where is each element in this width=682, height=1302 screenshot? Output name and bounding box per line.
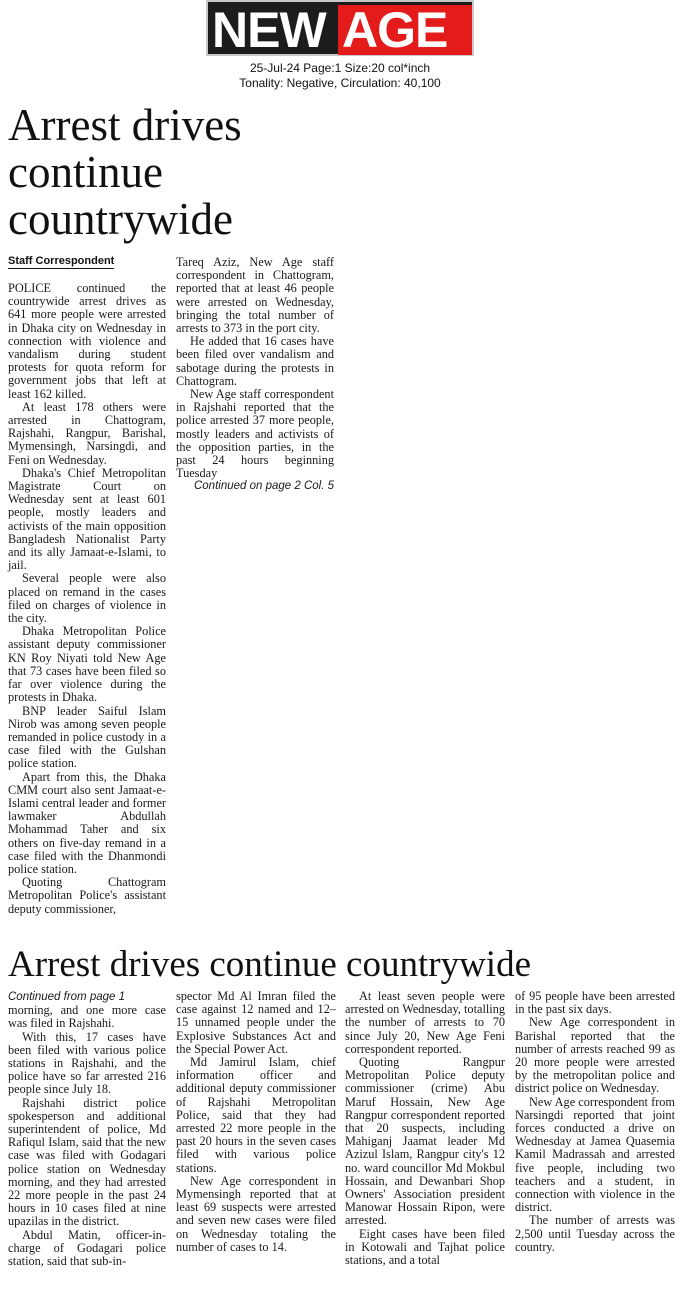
paragraph: morning, and one more case was filed in Rajshahi. — [8, 1003, 166, 1031]
paragraph: Dhaka Metropolitan Police assistant deputy commissioner KN Roy Niyati told New Age that 73 cases have been filed so far over violence during the protests in Dhaka. — [8, 624, 166, 705]
paragraph: Md Jamirul Islam, chief information officer and additional deputy commissioner of Rajshahi Metropolitan Police, said that they had arrested 22 more people in the past 20 hours in the seven cases filed with various police stations. — [176, 1055, 336, 1175]
paragraph: New Age correspondent in Barishal reported that the number of arrests reached 99 as 20 more people were arrested by the metropolitan police and district police on Wednesday. — [515, 1015, 675, 1096]
paragraph: New Age correspondent from Narsingdi reported that joint forces conducted a drive on Wednesday at Jamea Quasemia Kamil Madrassah and arrested five people, including two teachers and a student, in connection with violence in the district. — [515, 1094, 675, 1215]
article-headline: Arrest drives continue countrywide — [8, 100, 242, 244]
byline: Staff Correspondent — [8, 255, 115, 267]
paragraph: Dhaka's Chief Metropolitan Magistrate Court on Wednesday sent at least 601 people, mostly leaders and activists of the main opposition Bangladesh Nationalist Party and its ally Jamaat-e-Islami, to jail. — [8, 465, 166, 573]
paragraph: With this, 17 cases have been filed with various police stations in Rajshahi, and the police have so far arrested 216 people since July 18. — [8, 1029, 166, 1097]
paragraph: Rajshahi district police spokesperson and additional superintendent of police, Md Rafiqul Islam, said that the new case was filed with Godagari police station on Wednesday morning, and they had arrested 22 more people in the past 24 hours in 10 cases filed at nine upazilas in the district. — [8, 1095, 166, 1229]
paragraph: spector Md Al Imran filed the case against 12 named and 12–15 unnamed people under the Explosive Substances Act and the Special Power Act. — [176, 989, 336, 1056]
paragraph: New Age staff correspondent in Rajshahi reported that the police arrested 37 more people, mostly leaders and activists of the opposition parties, in the past 24 hours beginning Tuesday — [176, 387, 334, 481]
continuation-column-4 — [515, 990, 675, 1254]
paragraph: At least 178 others were arrested in Chattogram, Rajshahi, Rangpur, Barishal, Mymensingh, Narsingdi, and Feni on Wednesday. — [8, 399, 166, 467]
continuation-headline: Arrest drives continue countrywide — [8, 944, 531, 985]
article-column-1 — [8, 282, 166, 916]
paragraph: BNP leader Saiful Islam Nirob was among seven people remanded in police custody in a case filed with the Gulshan police station. — [8, 703, 166, 771]
paragraph: Quoting Rangpur Metropolitan Police deputy commissioner (crime) Abu Maruf Hossain, New Age Rangpur correspondent reported that 20 suspects, including Mahiganj Jaamat leader Md Azizul Islam, Rangpur city's 12 no. ward councillor Md Mokbul Hossain, and Dewanbari Shop Owners' Association president Manowar Hossain Ripon, were arrested. — [345, 1055, 505, 1228]
continuation-column-3 — [345, 990, 505, 1267]
tonality-info: Tonality: Negative, Circulation: 40,100 — [239, 76, 441, 90]
paragraph: Abdul Matin, officer-in-charge of Godagari police station, said that sub-in- — [8, 1227, 166, 1269]
continuation-column-2 — [176, 990, 336, 1254]
paragraph: of 95 people have been arrested in the past six days. — [515, 989, 675, 1017]
continuation-column-1 — [8, 990, 166, 1268]
paragraph: New Age correspondent in Mymensingh reported that at least 69 suspects were arrested and seven new cases were filed on Wednesday totaling the number of cases to 14. — [176, 1173, 336, 1254]
logo-text-age: AGE — [338, 5, 472, 55]
paragraph: Eight cases have been filed in Kotowali and Tajhat police stations, and a total — [345, 1226, 505, 1268]
continued-on-label: Continued on page 2 Col. 5 — [193, 480, 334, 493]
paragraph: Apart from this, the Dhaka CMM court also sent Jamaat-e-Islami central leader and former lawmaker Abdullah Mohammad Taher and six others on five-day remand in a case filed with the Dhanmondi police station. — [8, 769, 166, 876]
paragraph: The number of arrests was 2,500 until Tuesday across the country. — [515, 1213, 675, 1254]
paragraph: He added that 16 cases have been filed over vandalism and sabotage during the protests in Chattogram. — [176, 334, 334, 388]
clip-info: 25-Jul-24 Page:1 Size:20 col*inch — [249, 61, 431, 75]
paragraph: At least seven people were arrested on Wednesday, totalling the number of arrests to 70 since July 20, New Age Feni correspondent reported. — [345, 989, 505, 1056]
paragraph: POLICE continued the countrywide arrest drives as 641 more people were arrested in Dhaka city on Wednesday in connection with violence and vandalism during student protests for quota reform for government jobs that left at least 162 killed. — [8, 281, 166, 401]
article-column-2 — [176, 256, 334, 494]
continued-from-label: Continued from page 1 — [8, 991, 125, 1003]
newspaper-logo — [206, 0, 474, 56]
paragraph: Quoting Chattogram Metropolitan Police's assistant deputy commissioner, — [8, 875, 166, 916]
paragraph: Tareq Aziz, New Age staff correspondent in Chattogram, reported that at least 46 people were arrested on Wednesday, bringing the total number of arrests to 373 in the port city. — [176, 255, 334, 336]
logo-text-new: NEW — [212, 2, 326, 58]
paragraph: Several people were also placed on remand in the cases filed on charges of violence in the city. — [8, 571, 166, 626]
